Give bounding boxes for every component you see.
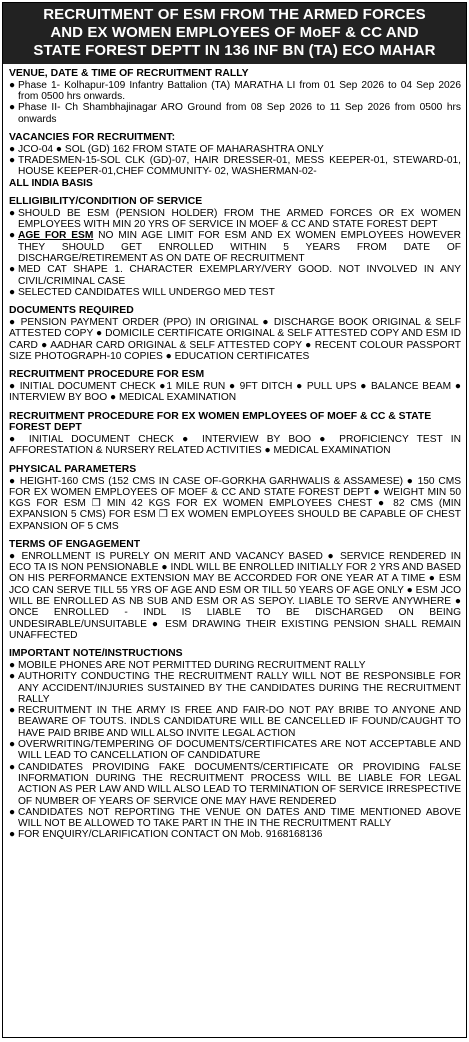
note-item: ● CANDIDATES PROVIDING FAKE DOCUMENTS/CERTIFICATE OR PROVIDING FALSE INFORMATION DURING THE RECRUITMENT PROCESS WILL BE LIABLE FOR LEGAL ACTION AS PER LAW AND WILL ALSO LEAD TO TERMINATION OF SERVICE IRRESPECTIVE OF NUMBER OF YEARS OF SERVICE ONE MAY HAVE RENDERED: [9, 761, 461, 807]
bullet-icon: ●: [9, 659, 16, 671]
bullet-icon: ●: [9, 102, 16, 114]
bullet-icon: ●: [9, 79, 16, 91]
venue-heading: VENUE, DATE & TIME OF RECRUITMENT RALLY: [9, 68, 249, 79]
bullet-icon: ●: [9, 155, 16, 167]
venue-item: ● Phase 1- Kolhapur-109 Infantry Battalion (TA) MARATHA LI from 01 Sep 2026 to 04 Sep 2026 from 0500 hrs onwards.: [9, 79, 461, 103]
vacancies-section: [9, 132, 461, 189]
eligibility-item: ● AGE FOR ESM NO MIN AGE LIMIT FOR ESM AND EX WOMEN EMPLOYEES HOWEVER THEY SHOULD GET ENROLLED WITHIN 5 YEARS FROM DATE OF DISCHARGE/RETIREMENT AS ON DATE OF RECRUITMENT: [9, 230, 461, 264]
eligibility-item: ● SELECTED CANDIDATES WILL UNDERGO MED TEST: [9, 286, 275, 298]
venue-item: ● Phase II- Ch Shambhajinagar ARO Ground from 08 Sep 2026 to 11 Sep 2026 from 0500 hrs onwards: [9, 102, 461, 125]
note-item: ● MOBILE PHONES ARE NOT PERMITTED DURING RECRUITMENT RALLY: [9, 659, 366, 671]
physical-heading: PHYSICAL PARAMETERS: [9, 463, 137, 475]
title-line-2: AND EX WOMEN EMPLOYEES OF MoEF & CC AND: [50, 24, 419, 41]
bullet-icon: ●: [9, 761, 16, 773]
notes-heading: IMPORTANT NOTE/INSTRUCTIONS: [9, 648, 183, 660]
note-item-contact: ● FOR ENQUIRY/CLARIFICATION CONTACT ON Mob. 9168168136: [9, 829, 323, 841]
documents-heading: DOCUMENTS REQUIRED: [9, 305, 134, 317]
title-banner: [3, 3, 466, 64]
bullet-icon: ●: [9, 806, 16, 818]
documents-section: [9, 305, 461, 362]
physical-text: ● HEIGHT-160 CMS (152 CMS IN CASE OF-GORKHA GARHWALIS & ASSAMESE) ● 150 CMS FOR EX WOMEN EMPLOYEES OF MOEF & CC AND STATE FOREST DEPT ● WEIGHT MIN 50 KGS FOR ESM ❒ MIN 42 KGS FOR EX WOMEN EMPLOYEES CHEST ● 82 CMS (MIN EXPANSION 5 CMS) FOR ESM ❒ EX WOMEN EMPLOYEES SHOULD BE CAPABLE OF CHEST EXPANSION OF 5 CMS: [9, 475, 461, 532]
eligibility-section: [9, 196, 461, 298]
content-body: [3, 68, 466, 841]
procedure-esm-section: [9, 369, 461, 403]
title-line-1: RECRUITMENT OF ESM FROM THE ARMED FORCES: [43, 6, 426, 23]
bullet-icon: ●: [9, 264, 16, 276]
age-label: AGE FOR ESM: [18, 230, 94, 242]
vacancy-item: ● TRADESMEN-15-SOL CLK (GD)-07, HAIR DRESSER-01, MESS KEEPER-01, STEWARD-01, HOUSE KEEPER-01,CHEF COMMUNITY- 02, WASHERMAN-02-: [9, 155, 461, 178]
advertisement-page: [2, 2, 467, 1038]
venue-section: [9, 68, 461, 125]
eligibility-item: ● MED CAT SHAPE 1. CHARACTER EXEMPLARY/VERY GOOD. NOT INVOLVED IN ANY CIVIL/CRIMINAL CASE: [9, 264, 461, 287]
bullet-icon: ●: [9, 671, 16, 683]
note-item: ● CANDIDATES NOT REPORTING THE VENUE ON DATES AND TIME MENTIONED ABOVE WILL NOT BE ALLOWED TO TAKE PART IN THE IN THE RECRUITMENT RALLY: [9, 806, 461, 830]
bullet-icon: ●: [9, 230, 16, 242]
notes-section: [9, 648, 461, 841]
bullet-icon: ●: [9, 829, 16, 841]
bullet-icon: ●: [9, 705, 16, 717]
note-item: ● OVERWRITING/TEMPERING OF DOCUMENTS/CERTIFICATES ARE NOT ACCEPTABLE AND WILL LEAD TO CANCELLATION OF CANDIDATURE: [9, 739, 461, 762]
title-line-3: STATE FOREST DEPTT IN 136 INF BN (TA) ECO MAHAR: [33, 42, 436, 59]
physical-section: [9, 464, 461, 532]
vacancies-heading: VACANCIES FOR RECRUITMENT:: [9, 131, 176, 143]
bullet-icon: ●: [9, 143, 16, 155]
bullet-icon: ●: [9, 739, 16, 751]
procedure-women-heading: RECRUITMENT PROCEDURE FOR EX WOMEN EMPLOYEES OF MOEF & CC & STATE FOREST DEPT: [9, 410, 432, 434]
bullet-icon: ●: [9, 207, 16, 219]
procedure-women-text: ● INITIAL DOCUMENT CHECK ● INTERVIEW BY BOO ● PROFICIENCY TEST IN AFFORESTATION & NURSERY RELATED ACTIVITIES ● MEDICAL EXAMINATION: [9, 434, 461, 457]
vacancy-basis: ALL INDIA BASIS: [9, 177, 93, 189]
documents-text: ● PENSION PAYMENT ORDER (PPO) IN ORIGINAL ● DISCHARGE BOOK ORIGINAL & SELF ATTESTED COPY ● DOMICILE CERTIFICATE ORIGINAL & SELF ATTESTED COPY AND ESM ID CARD ● AADHAR CARD ORIGINAL & SELF ATTESTED COPY ● RECENT COLOUR PASSPORT SIZE PHOTOGRAPH-10 COPIES ● EDUCATION CERTIFICATES: [9, 316, 461, 362]
bullet-icon: ●: [9, 286, 16, 298]
terms-heading: TERMS OF ENGAGEMENT: [9, 538, 141, 550]
procedure-esm-heading: RECRUITMENT PROCEDURE FOR ESM: [9, 369, 205, 381]
eligibility-item: ● SHOULD BE ESM (PENSION HOLDER) FROM THE ARMED FORCES OR EX WOMEN EMPLOYEES WITH MIN 20 YRS OF SERVICE IN MOEF & CC AND STATE FOREST DEPT: [9, 207, 461, 231]
note-item: ● RECRUITMENT IN THE ARMY IS FREE AND FAIR-DO NOT PAY BRIBE TO ANYONE AND BEAWARE OF TOUTS. INDLS CANDIDATURE WILL BE CANCELLED IF FOUND/CAUGHT TO HAVE PAID BRIBE AND WILL ALSO INVITE LEGAL ACTION: [9, 705, 461, 739]
vacancy-item: ● JCO-04 ● SOL (GD) 162 FROM STATE OF MAHARASHTRA ONLY: [9, 143, 324, 155]
note-item: ● AUTHORITY CONDUCTING THE RECRUITMENT RALLY WILL NOT BE RESPONSIBLE FOR ANY ACCIDENT/INJURIES SUSTAINED BY THE CANDIDATES DURING THE RECRUITMENT RALLY: [9, 671, 461, 705]
eligibility-heading: ELLIGIBILITY/CONDITION OF SERVICE: [9, 195, 203, 207]
procedure-women-section: [9, 411, 461, 457]
terms-section: [9, 539, 461, 641]
terms-text: ● ENROLLMENT IS PURELY ON MERIT AND VACANCY BASED ● SERVICE RENDERED IN ECO TA IS NON PENSIONABLE ● INDL WILL BE ENROLLED INITIALLY FOR 2 YRS AND BASED ON HIS PERFORMANCE EXTENSION MAY BE ACCORDED FOR ONE YEAR AT A TIME ● ESM JCO CAN SERVE TILL 55 YRS OF AGE AND ESM OR TILL 50 YEARS OF AGE ONLY ● ESM JCO WILL BE ENROLLED AS NB SUB AND ESM OR AS SEPOY. LIABLE TO SERVE ANYWHERE ● ONCE ENROLLED - INDL IS LIABLE TO BE DISCHARGED ON BEING UNDESIRABLE/UNSUITABLE ● ESM DRAWING THEIR EXISTING PENSION SHALL REMAIN UNAFFECTED: [9, 550, 461, 641]
procedure-esm-text: ● INITIAL DOCUMENT CHECK ●1 MILE RUN ● 9FT DITCH ● PULL UPS ● BALANCE BEAM ● INTERVIEW BY BOO ● MEDICAL EXAMINATION: [9, 380, 461, 404]
